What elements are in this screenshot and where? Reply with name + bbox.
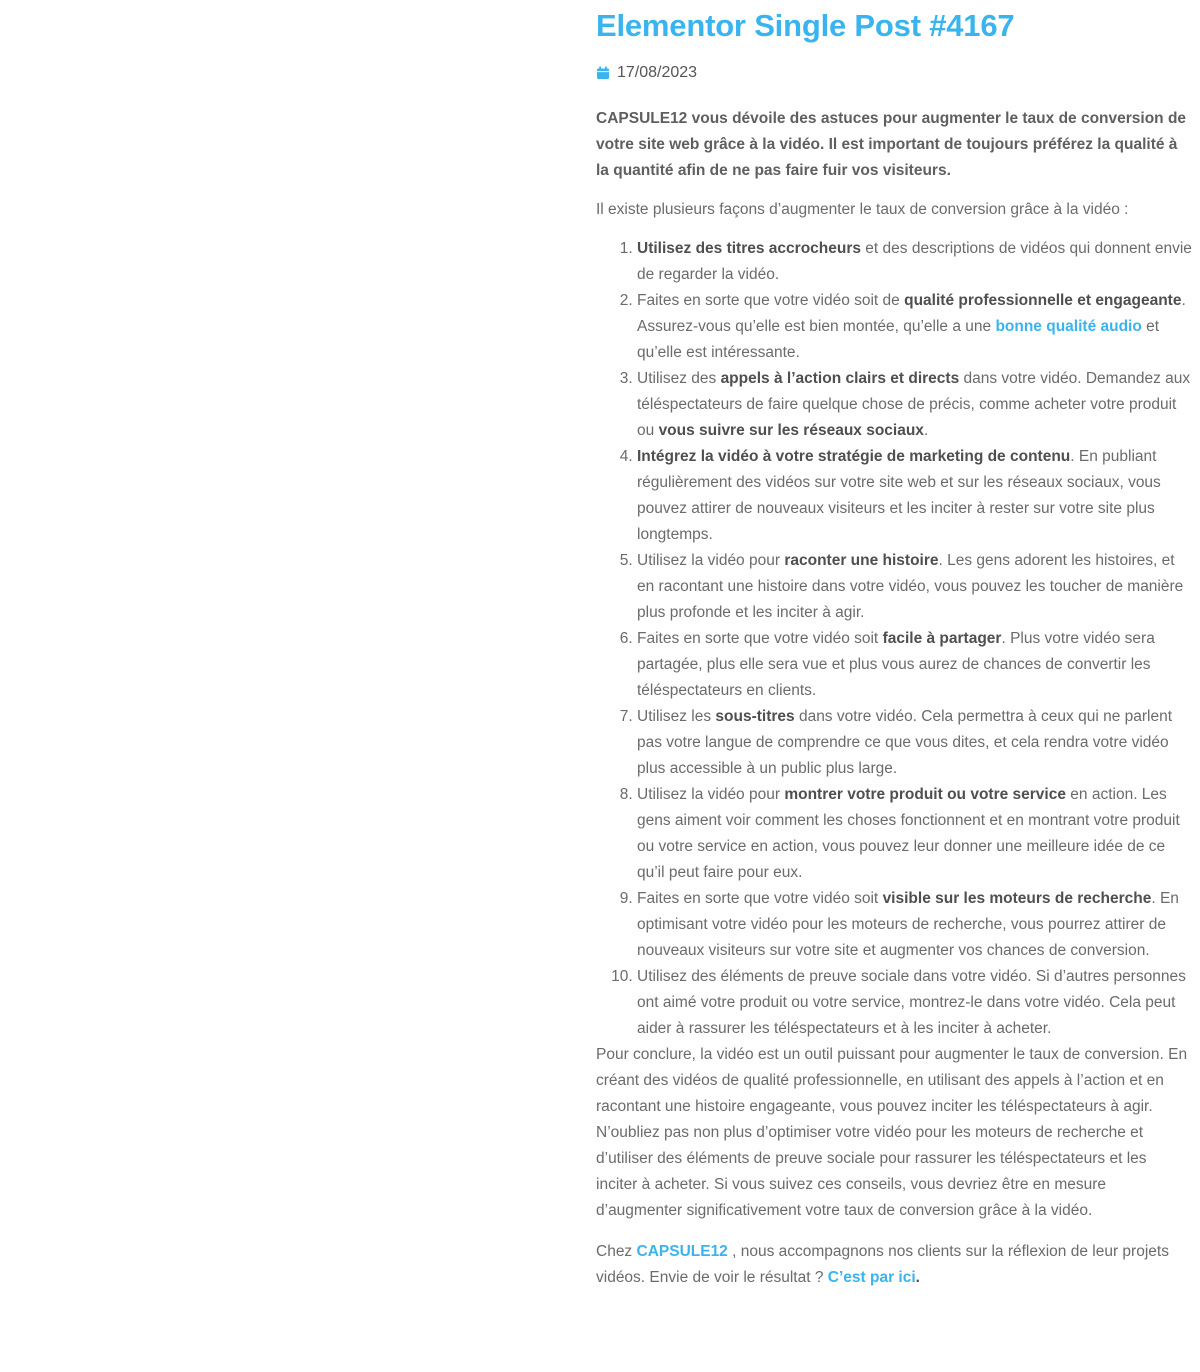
tip-text: . Plus votre vidéo sera partagée, plus elle sera vue et plus vous aurez de chances de convertir les téléspectateurs en clients. [637,630,1155,699]
tip-text: en action. Les gens aiment voir comment les choses fonctionnent et en montrant votre produit ou votre service en action, vous pouvez leur donner une meilleure idée de ce qu’il peut faire pour eux. [637,786,1180,881]
list-item [637,964,1192,1042]
tip-highlight: visible sur les moteurs de recherche [882,890,1152,907]
tip-text: Faites en sorte que votre vidéo soit [637,630,883,647]
tip-text: et qu’elle est intéressante. [637,318,1160,361]
list-item [637,366,1192,444]
tip-text: dans votre vidéo. Demandez aux téléspectateurs de faire quelque chose de précis, comme acheter votre produit ou [637,370,1191,439]
tip-highlight: facile à partager [882,630,1002,647]
tip-highlight: raconter une histoire [784,552,939,569]
tip-text: dans votre vidéo. Cela permettra à ceux qui ne parlent pas votre langue de comprendre ce que vous dites, et cela rendra votre vidéo plus accessible à un public plus large. [637,708,1173,777]
tip-text: . En optimisant votre vidéo pour les moteurs de recherche, vous pourrez attirer de nouveaux visiteurs sur votre site et augmenter vos chances de conversion. [637,890,1179,959]
tip-highlight: vous suivre sur les réseaux sociaux [658,422,924,439]
tip-text: . En publiant régulièrement des vidéos sur votre site web et sur les réseaux sociaux, vous pouvez attirer de nouveaux visiteurs et les inciter à rester sur votre site plus longtemps. [637,448,1161,543]
tip-text: Utilisez des [637,370,721,387]
cta-text: Chez [596,1243,637,1260]
tip-text: Utilisez les [637,708,716,725]
post-lead: Il existe plusieurs façons d’augmenter le taux de conversion grâce à la vidéo : [596,201,1129,218]
tip-text: Faites en sorte que votre vidéo soit de [637,292,905,309]
tip-text: Faites en sorte que votre vidéo soit [637,890,883,907]
see-result-link[interactable]: C’est par ici [827,1269,916,1286]
tips-list [596,236,1192,1042]
post-intro: CAPSULE12 vous dévoile des astuces pour augmenter le taux de conversion de votre site web grâce à la vidéo. Il est important de toujours préférez la qualité à la quantité afin de ne pas faire fuir vos visiteurs. [596,110,1187,179]
tip-text: . Les gens adorent les histoires, et en racontant une histoire dans votre vidéo, vous pouvez les toucher de manière plus profonde et les inciter à agir. [637,552,1184,621]
list-item [637,704,1192,782]
capsule12-link[interactable]: CAPSULE12 [636,1243,728,1260]
list-item [637,548,1192,626]
list-item [637,886,1192,964]
post-conclusion: Pour conclure, la vidéo est un outil puissant pour augmenter le taux de conversion. En créant des vidéos de qualité professionnelle, en utilisant des appels à l’action et en racontant une histoire engageante, vous pouvez inciter les téléspectateurs à agir. N’oubliez pas non plus d’optimiser votre vidéo pour les moteurs de recherche et d’utiliser des éléments de preuve sociale pour rassurer les téléspectateurs et les inciter à acheter. Si vous suivez ces conseils, vous devriez être en mesure d’augmenter significativement votre taux de conversion grâce à la vidéo. [596,1046,1188,1219]
list-item [637,626,1192,704]
tip-highlight: qualité professionnelle et engageante [904,292,1182,309]
tip-text: Utilisez des éléments de preuve sociale dans votre vidéo. Si d’autres personnes ont aimé votre produit ou votre service, montrez-le dans votre vidéo. Cela peut aider à rassurer les téléspectateurs et à les inciter à acheter. [637,968,1186,1037]
cta-period: . [915,1269,920,1286]
tip-text: . Assurez-vous qu’elle est bien montée, qu’elle a une [637,292,1186,335]
list-item [637,444,1192,548]
list-item [637,288,1192,366]
tip-text: Utilisez la vidéo pour [637,552,785,569]
single-post [596,0,1192,1291]
tip-highlight: Intégrez la vidéo à votre stratégie de marketing de contenu [637,448,1071,465]
tip-highlight: sous-titres [715,708,795,725]
tip-text: et des descriptions de vidéos qui donnent envie de regarder la vidéo. [637,240,1192,283]
post-title: Elementor Single Post #4167 [596,8,1015,43]
calendar-icon [596,66,610,80]
audio-quality-link[interactable]: bonne qualité audio [995,318,1142,335]
tip-text: . [923,422,929,439]
tip-highlight: appels à l’action clairs et directs [720,370,960,387]
tip-highlight: Utilisez des titres accrocheurs [637,240,861,257]
list-item [637,236,1192,288]
cta-text: , nous accompagnons nos clients sur la réflexion de leur projets vidéos. Envie de voir le résultat ? [596,1243,1169,1286]
tip-highlight: montrer votre produit ou votre service [784,786,1066,803]
post-meta [596,62,1192,84]
tip-text: Utilisez la vidéo pour [637,786,785,803]
list-item [637,782,1192,886]
post-date: 17/08/2023 [617,64,698,81]
post-cta [596,1239,1192,1291]
